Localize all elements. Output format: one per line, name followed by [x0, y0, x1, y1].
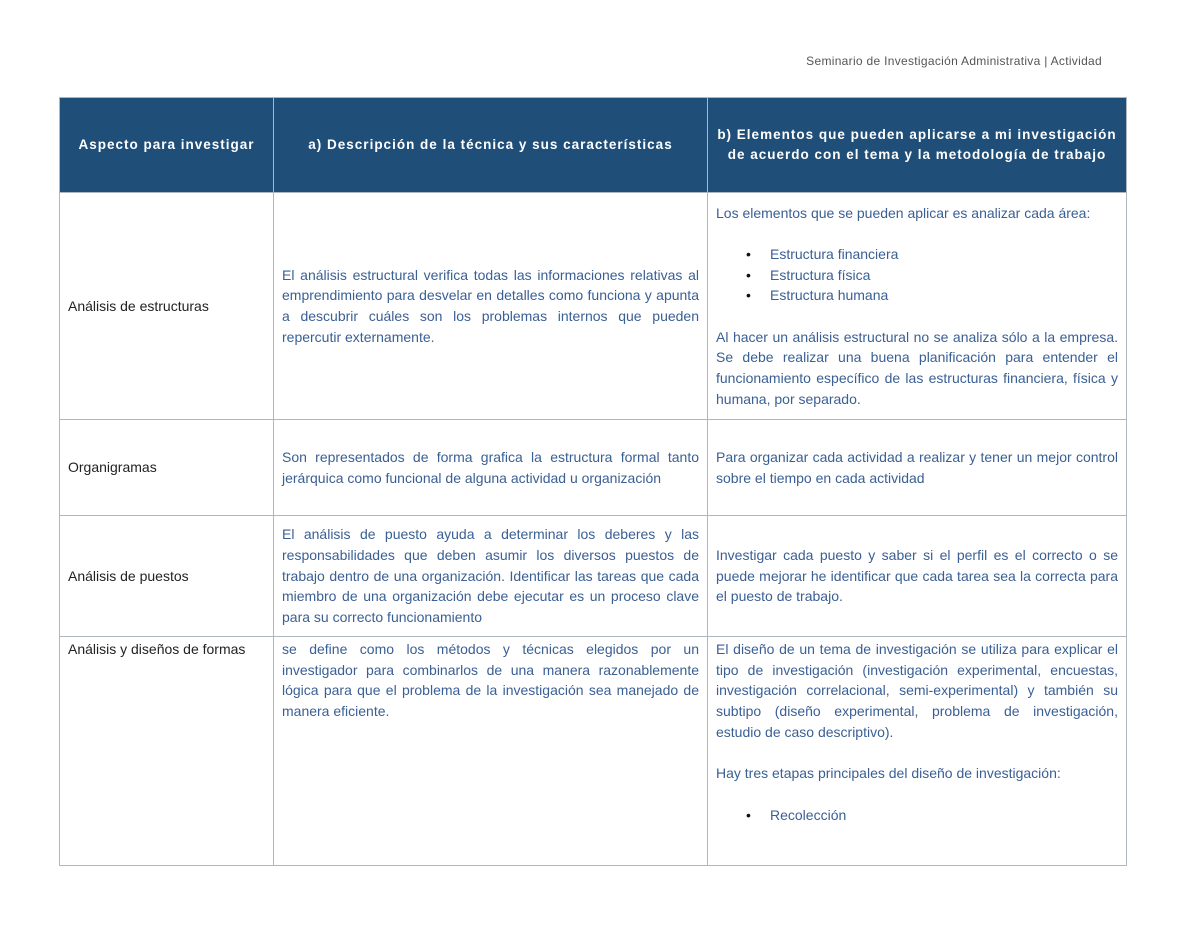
- elements-list: [716, 244, 1118, 306]
- description-cell: Son representados de forma grafica la estructura formal tanto jerárquica como funcional de alguna actividad u organización: [274, 420, 708, 516]
- list-item: • Estructura humana: [746, 285, 1118, 306]
- aspect-cell: Organigramas: [60, 420, 274, 516]
- elements-second: Hay tres etapas principales del diseño de investigación:: [716, 765, 1061, 782]
- description-cell: se define como los métodos y técnicas elegidos por un investigador para combinarlos de una manera razonablemente lógica para que el problema de la investigación sea manejado de manera eficiente.: [274, 637, 708, 866]
- column-header-aspect: Aspecto para investigar: [60, 98, 274, 193]
- elements-intro: Los elementos que se pueden aplicar es analizar cada área:: [716, 204, 1091, 221]
- elements-cell: [708, 637, 1127, 866]
- aspect-cell: Análisis y diseños de formas: [60, 637, 274, 866]
- table-row: [60, 516, 1127, 637]
- table-row: [60, 420, 1127, 516]
- elements-outro: Al hacer un análisis estructural no se analiza sólo a la empresa. Se debe realizar una buena planificación para entender el funcionamiento específico de las estructuras financiera, física y humana, por separado.: [716, 328, 1118, 407]
- elements-cell: Para organizar cada actividad a realizar y tener un mejor control sobre el tiempo en cada actividad: [708, 420, 1127, 516]
- list-item: • Estructura financiera: [746, 244, 1118, 265]
- table-row: [60, 193, 1127, 420]
- aspect-cell: Análisis de estructuras: [60, 193, 274, 420]
- description-cell: El análisis de puesto ayuda a determinar los deberes y las responsabilidades que deben asumir los diversos puestos de trabajo dentro de una organización. Identificar las tareas que cada miembro de una organización debe ejecutar es un proceso clave para su correcto funcionamiento: [274, 516, 708, 637]
- elements-intro: El diseño de un tema de investigación se utiliza para explicar el tipo de investigación (investigación experimental, encuestas, investigación correlacional, semi-experimental) y también su subtipo (diseño experimental, problema de investigación, estudio de caso descriptivo).: [716, 641, 1118, 740]
- description-cell: El análisis estructural verifica todas las informaciones relativas al emprendimiento para desvelar en detalles como funciona y apunta a descubrir cuáles son los problemas internos que pueden repercutir externamente.: [274, 193, 708, 420]
- list-item: • Estructura física: [746, 265, 1118, 286]
- column-header-description: a) Descripción de la técnica y sus características: [274, 98, 708, 193]
- elements-cell: Investigar cada puesto y saber si el perfil es el correcto o se puede mejorar he identificar que cada tarea sea la correcta para el puesto de trabajo.: [708, 516, 1127, 637]
- research-table: [59, 97, 1127, 866]
- page-header: Seminario de Investigación Administrativa | Actividad: [806, 54, 1102, 68]
- table-header-row: [60, 98, 1127, 193]
- elements-cell: [708, 193, 1127, 420]
- aspect-cell: Análisis de puestos: [60, 516, 274, 637]
- list-item: • Recolección: [746, 805, 1118, 826]
- table-row: [60, 637, 1127, 866]
- elements-list: [716, 805, 1118, 826]
- column-header-elements: b) Elementos que pueden aplicarse a mi investigación de acuerdo con el tema y la metodología de trabajo: [708, 98, 1127, 193]
